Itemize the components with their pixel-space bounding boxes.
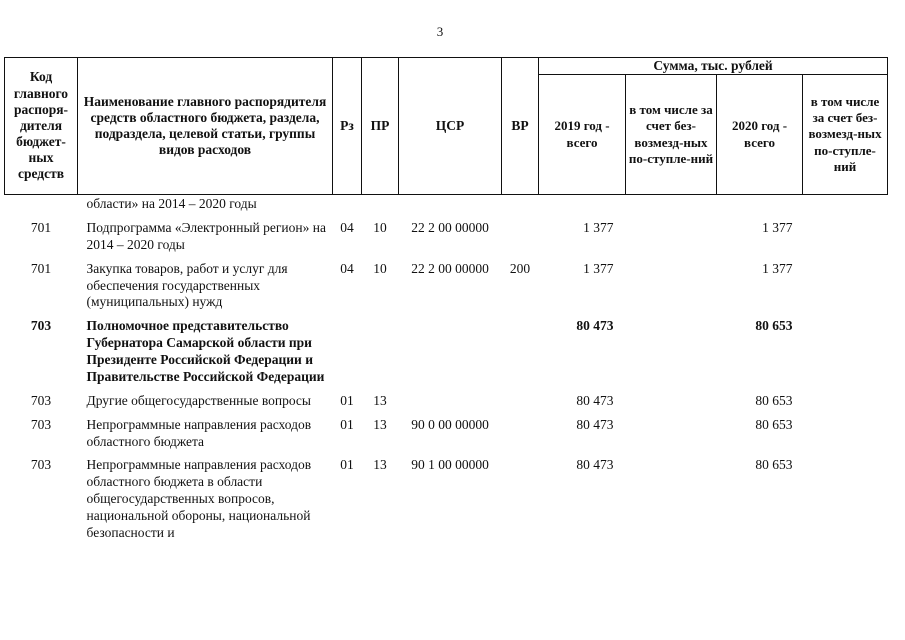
cell-csr: 90 0 00 00000 [411, 416, 489, 432]
cell-csr [399, 386, 502, 410]
cell-name: Непрограммные направления расходов областного бюджета [86, 416, 312, 449]
cell-pr [362, 311, 399, 386]
cell-2019-total: 80 473 [576, 318, 614, 334]
cell-pr: 13 [373, 392, 387, 408]
cell-rz: 01 [340, 457, 354, 473]
header-sum: Сумма, тыс. рублей [539, 58, 888, 75]
cell-rz [333, 311, 362, 386]
cell-2020-total: 1 377 [762, 260, 793, 276]
cell-vr [502, 410, 539, 451]
table-row [5, 213, 888, 254]
cell-rz [333, 195, 362, 213]
cell-2019-free [626, 213, 717, 254]
cell-2019-free [626, 386, 717, 410]
cell-rz: 01 [340, 416, 354, 432]
cell-2019-total: 80 473 [576, 416, 614, 432]
cell-code [5, 195, 78, 213]
cell-2019-total: 1 377 [583, 260, 614, 276]
cell-vr [502, 213, 539, 254]
cell-vr [502, 311, 539, 386]
page-number: 3 [436, 24, 444, 39]
cell-2020-free [803, 213, 888, 254]
cell-2019-free [626, 410, 717, 451]
table-row [5, 311, 888, 386]
cell-vr [502, 386, 539, 410]
cell-2019-free [626, 254, 717, 312]
cell-pr [362, 195, 399, 213]
cell-2019-total: 1 377 [583, 219, 614, 235]
cell-2020-free [803, 195, 888, 213]
cell-2020-free [803, 386, 888, 410]
header-code: Код главного распоря-дителя бюджет-ных средств [5, 58, 78, 195]
budget-table-container [4, 57, 887, 542]
cell-csr [399, 311, 502, 386]
cell-2019-free [626, 450, 717, 541]
cell-name: Другие общегосударственные вопросы [86, 392, 311, 408]
table-row [5, 386, 888, 410]
cell-2020-total: 80 653 [755, 416, 793, 432]
cell-csr [399, 195, 502, 213]
header-csr: ЦСР [399, 58, 502, 195]
cell-2020-total: 80 653 [755, 318, 793, 334]
cell-2020-total: 80 653 [755, 392, 793, 408]
table-row [5, 450, 888, 541]
cell-vr: 200 [509, 260, 531, 276]
cell-2020-total [717, 195, 803, 213]
cell-2020-free [803, 450, 888, 541]
table-row [5, 410, 888, 451]
header-2019-free: в том числе за счет без-возмезд-ных по-ступле-ний [626, 75, 717, 195]
header-pr: ПР [362, 58, 399, 195]
cell-2020-free [803, 311, 888, 386]
cell-code: 703 [30, 416, 52, 432]
cell-code: 703 [30, 457, 52, 473]
cell-name: Закупка товаров, работ и услуг для обеспечения государственных (муниципальных) нужд [86, 260, 288, 310]
cell-2020-free [803, 410, 888, 451]
cell-code: 701 [30, 260, 52, 276]
table-row [5, 195, 888, 213]
cell-2020-total: 1 377 [762, 219, 793, 235]
cell-csr: 22 2 00 00000 [411, 219, 489, 235]
cell-csr: 22 2 00 00000 [411, 260, 489, 276]
cell-rz: 04 [340, 219, 354, 235]
table-row [5, 254, 888, 312]
cell-code: 701 [30, 219, 52, 235]
header-name: Наименование главного распорядителя средств областного бюджета, раздела, подраздела, целевой статьи, группы видов расходов [78, 58, 333, 195]
cell-2020-free [803, 254, 888, 312]
header-rz: Рз [333, 58, 362, 195]
cell-vr [502, 195, 539, 213]
cell-pr: 13 [373, 457, 387, 473]
cell-name: Полномочное представительство Губернатора Самарской области при Президенте Российской Федерации и Правительстве Российской Федерации [86, 318, 325, 384]
header-2019-total: 2019 год - всего [539, 75, 626, 195]
cell-vr [502, 450, 539, 541]
cell-code: 703 [30, 318, 52, 334]
cell-2019-free [626, 195, 717, 213]
cell-pr: 10 [373, 219, 387, 235]
cell-csr: 90 1 00 00000 [411, 457, 489, 473]
cell-2019-total [539, 195, 626, 213]
budget-table [4, 57, 888, 542]
cell-rz: 04 [340, 260, 354, 276]
cell-2019-total: 80 473 [576, 392, 614, 408]
cell-code: 703 [30, 392, 52, 408]
cell-name: области» на 2014 – 2020 годы [86, 196, 257, 211]
cell-2019-total: 80 473 [576, 457, 614, 473]
cell-2019-free [626, 311, 717, 386]
cell-name: Непрограммные направления расходов областного бюджета в области общегосударственных вопросов, национальной обороны, национальной безопасности и [86, 457, 312, 540]
cell-rz: 01 [340, 392, 354, 408]
cell-pr: 10 [373, 260, 387, 276]
header-vr: ВР [502, 58, 539, 195]
header-2020-total: 2020 год - всего [717, 75, 803, 195]
header-2020-free: в том числе за счет без-возмезд-ных по-ступле-ний [803, 75, 888, 195]
cell-2020-total: 80 653 [755, 457, 793, 473]
cell-pr: 13 [373, 416, 387, 432]
cell-name: Подпрограмма «Электронный регион» на 2014 – 2020 годы [86, 219, 326, 252]
